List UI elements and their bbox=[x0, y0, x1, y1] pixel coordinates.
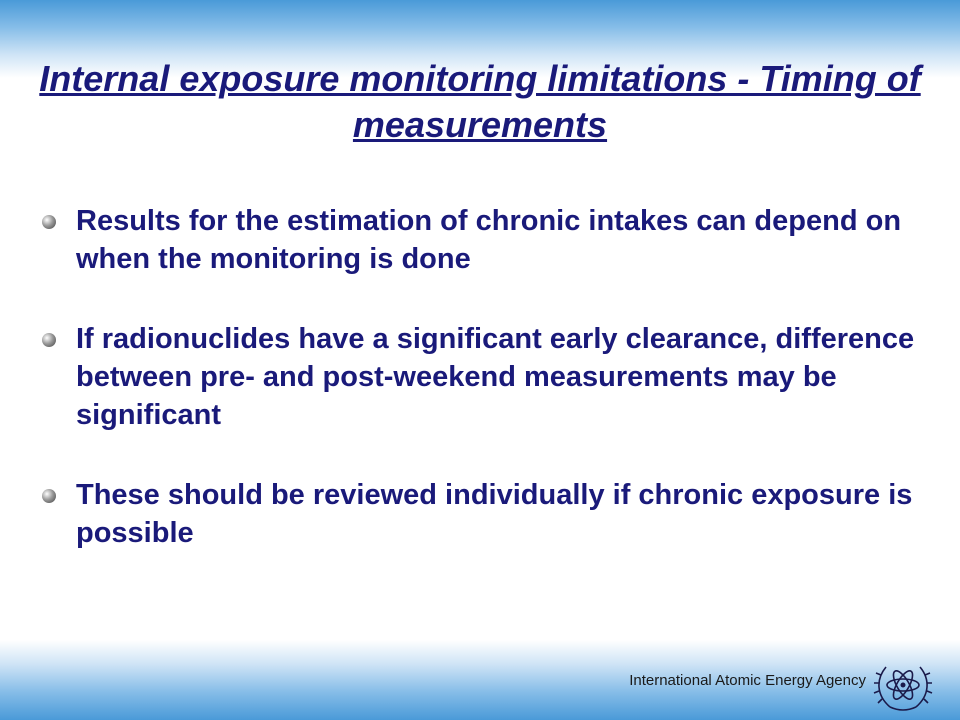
slide-title: Internal exposure monitoring limitations - Timing of measurements bbox=[39, 58, 921, 145]
bullet-item bbox=[36, 320, 916, 434]
bullet-text: These should be reviewed individually if chronic exposure is possible bbox=[76, 479, 913, 549]
bullet-item bbox=[36, 476, 916, 552]
iaea-logo-icon bbox=[872, 655, 934, 715]
bullet-dot-icon bbox=[42, 215, 56, 229]
bullet-list bbox=[36, 202, 916, 594]
bullet-text: If radionuclides have a significant early clearance, difference between pre- and post-weekend measurements may be significant bbox=[76, 323, 915, 431]
bullet-dot-icon bbox=[42, 489, 56, 503]
bullet-text: Results for the estimation of chronic intakes can depend on when the monitoring is done bbox=[76, 205, 902, 275]
bullet-dot-icon bbox=[42, 333, 56, 347]
organization-name: International Atomic Energy Agency bbox=[629, 672, 866, 689]
bullet-item bbox=[36, 202, 916, 278]
